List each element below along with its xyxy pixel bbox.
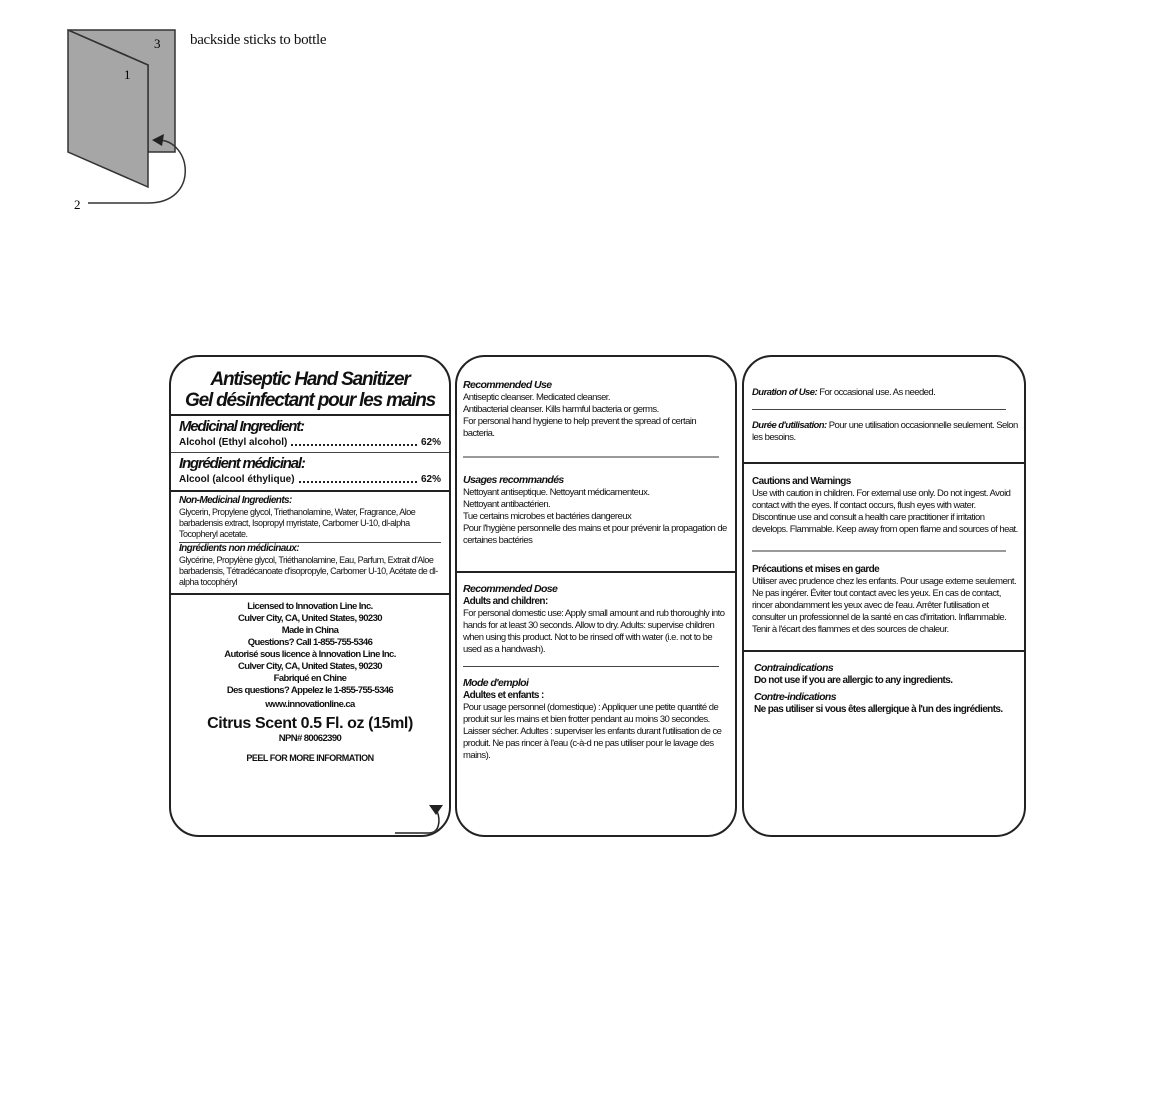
recommended-dose-heading-fr: Mode d'emploi [463,677,529,689]
cautions-heading-fr: Précautions et mises en garde [752,564,880,575]
license-line: Made in China [281,625,339,636]
label-panel-middle [455,355,737,837]
license-line: Fabriqué en Chine [273,673,347,684]
medicinal-name-fr: Alcool (alcool éthylique) [179,474,295,485]
medicinal-row-fr [171,473,449,486]
recommended-use-line-fr: Nettoyant antibactérien. [463,499,551,510]
cautions-text-fr: Utiliser avec prudence chez les enfants. Pour usage externe seulement. Ne pas ingérer. Éviter tout contact avec les yeux. En cas de contact, rincer abondamment les yeux avec de l'eau. Arrêter l'utilisation et consulter un professionnel de la santé en cas d'irritation. Inflammable. Tenir à l'écart des flammes et des sources de chaleur. [752,576,1017,635]
duration-heading-en: Duration of Use: [752,387,818,398]
nonmedicinal-heading-fr: Ingrédients non médicinaux: [179,543,299,554]
cautions-heading-en: Cautions and Warnings [752,476,851,487]
recommended-use-line-fr: Tue certains microbes et bactéries dangereux [463,511,632,522]
license-line: Culver City, CA, United States, 90230 [238,661,382,672]
fold-number-2: 2 [74,197,81,212]
fold-number-1: 1 [124,67,131,82]
license-line: Autorisé sous licence à Innovation Line Inc. [224,649,396,660]
fold-diagram [0,0,400,230]
license-line: Questions? Call 1-855-755-5346 [247,637,373,648]
license-block [171,601,449,711]
medicinal-value-fr: 62% [420,474,441,485]
nonmedicinal-text-fr: Glycérine, Propylène glycol, Triéthanolamine, Eau, Parfum, Extrait d'Aloe barbadensis, Tétradécanoate d'isopropyle, Carbomer U-10, Acétate de dl-alpha tocophéryl [179,555,438,587]
duration-heading-fr: Durée d'utilisation: [752,420,827,431]
recommended-use-line: For personal hand hygiene to help prevent the spread of certain bacteria. [463,416,697,439]
nonmedicinal-text-en: Glycerin, Propylene glycol, Triethanolamine, Water, Fragrance, Aloe barbadensis extract, Isopropyl myristate, Carbomer U-10, dl-alpha Tocopheryl acetate. [179,507,416,539]
recommended-dose-text-en: For personal domestic use: Apply small amount and rub thoroughly into hands for at least 30 seconds. Allow to dry. Adults: supervise children when using this product. Not to be rinsed off with water (i.e. not to be used as a handwash). [463,608,725,655]
medicinal-name-en: Alcohol (Ethyl alcohol) [179,437,288,448]
medicinal-heading-en: Medicinal Ingredient: [179,418,304,435]
product-title-fr: Gel désinfectant pour les mains [185,390,435,411]
recommended-use-line: Antibacterial cleanser. Kills harmful bacteria or germs. [463,404,659,415]
label-panel-front [169,355,451,837]
recommended-use-heading-fr: Usages recommandés [463,474,564,486]
duration-fr [752,420,1018,444]
website: www.innovationline.ca [265,699,355,710]
recommended-dose-sub-fr: Adultes et enfants : [463,690,544,701]
license-line: Culver City, CA, United States, 90230 [238,613,382,624]
contraindications-heading-en: Contraindications [754,662,834,674]
recommended-dose-sub-en: Adults and children: [463,596,548,607]
license-line: Des questions? Appelez le 1-855-755-5346 [226,685,394,696]
peel-arrow-icon [389,797,449,837]
medicinal-heading-fr: Ingrédient médicinal: [179,455,305,472]
duration-text-fr: Pour une utilisation occasionnelle seulement. Selon les besoins. [752,420,1018,443]
npn-number: NPN# 80062390 [278,733,342,744]
recommended-dose-text-fr: Pour usage personnel (domestique) : Appliquer une petite quantité de produit sur les mains et bien frotter pendant au moins 30 secondes. Laisser sécher. Adultes : superviser les enfants durant l'utilisation de ce produit. Ne pas rincer à l'eau (c-à-d ne pas utiliser pour le lavage des mains). [463,702,722,761]
nonmedicinal-heading-en: Non-Medicinal Ingredients: [179,495,292,506]
recommended-use-line-fr: Nettoyant antiseptique. Nettoyant médicamenteux. [463,487,650,498]
contraindications-text-en: Do not use if you are allergic to any ingredients. [754,675,953,686]
peel-instruction: PEEL FOR MORE INFORMATION [246,753,374,763]
recommended-use-heading-en: Recommended Use [463,379,552,391]
recommended-dose-heading-en: Recommended Dose [463,583,558,595]
duration-text-en: For occasional use. As needed. [819,387,936,398]
backside-note: backside sticks to bottle [190,32,327,48]
medicinal-row-en [171,436,449,449]
scent-volume: Citrus Scent 0.5 Fl. oz (15ml) [207,715,413,732]
contraindications-text-fr: Ne pas utiliser si vous êtes allergique à l'un des ingrédients. [754,704,1003,715]
product-title-en: Antiseptic Hand Sanitizer [210,369,410,390]
cautions-text-en: Use with caution in children. For external use only. Do not ingest. Avoid contact with the eyes. If contact occurs, flush eyes with water. Discontinue use and consult a health care practitioner if irritation develops. Flammable. Keep away from open flame and sources of heat. [752,488,1018,535]
license-line: Licensed to Innovation Line Inc. [247,601,373,612]
contraindications-heading-fr: Contre-indications [754,691,836,703]
recommended-use-line-fr: Pour l'hygiène personnelle des mains et pour prévenir la propagation de certaines bactéries [463,523,727,546]
fold-number-3: 3 [154,36,161,51]
duration-en [752,387,1018,399]
medicinal-value-en: 62% [420,437,441,448]
recommended-use-line: Antiseptic cleanser. Medicated cleanser. [463,392,610,403]
label-panel-back [742,355,1026,837]
